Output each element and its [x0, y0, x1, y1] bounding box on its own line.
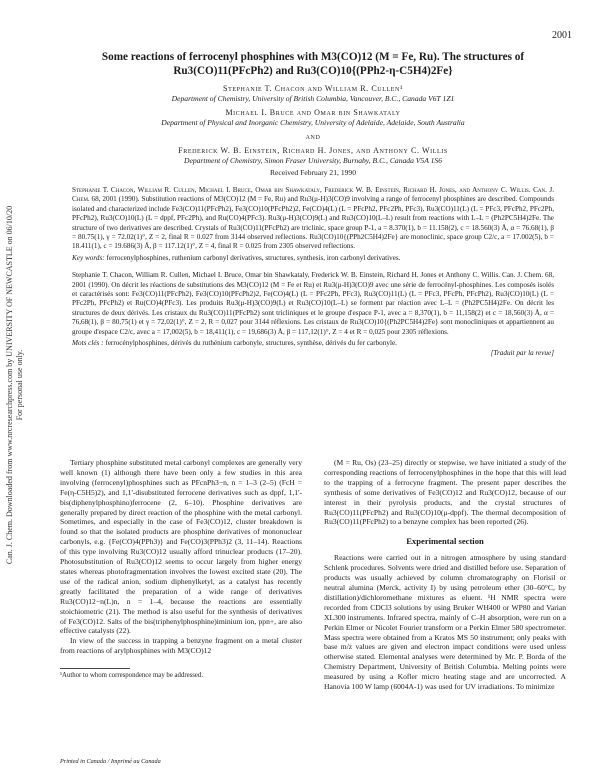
- author-group-3: [60, 132, 566, 142]
- section-heading: Experimental section: [406, 536, 484, 547]
- author-affiliation: Department of Chemistry, Simon Fraser University, Burnaby, B.C., Canada V5A 1S6: [183, 156, 443, 165]
- keywords-label: Key words:: [72, 253, 105, 262]
- author-names: Michael I. Bruce and Omar bin Shawkataly: [225, 108, 401, 117]
- printed-note: Printed in Canada / Imprimé au Canada: [60, 758, 161, 765]
- author-conjunction: and: [305, 132, 321, 141]
- body-paragraph: In view of the success in trapping a benzyne fragment on a metal cluster from reactions of arylphosphines with M3(CO)12: [60, 636, 302, 656]
- abstract: [72, 186, 554, 252]
- left-column: [60, 458, 302, 692]
- footnote: ¹Author to whom correspondence may be addressed.: [60, 672, 204, 680]
- body-paragraph: Tertiary phosphine substituted metal carbonyl complexes are generally very well known (1) although there have been only a few studies in this area involving (ferrocenyl)phosphines such as PFcnPh3−n, n = 1–3 (2–5) (FcH = Fe(η-C5H5)2), and 1,1'-disubstituted ferrocene derivatives such as dppf, 1,1'-bis(diphenylphosphino)ferrocene (2, 6–10). Phosphine derivatives are generally prepared by direct reaction of the phosphine with the metal carbonyl. Sometimes, and especially in the case of Fe3(CO)12, cluster breakdown is found so that the isolated products are phosphine derivatives of mononuclear carbonyls, e.g. {Fe(CO)4(PPh3)} and Fe(CO)3(PPh3)2 (3, 11–14). Reactions of this type involving Ru3(CO)12 usually afford trinuclear products (17–20). Photosubstitution of Ru3(CO)12 seems to occur largely from higher energy states whereas photofragmentation involves the lowest excited state (20). The use of the radical anion, sodium diphenylketyl, as a catalyst has recently greatly facilitated the preparation of a wide range of derivatives Ru3(CO)12−n(L)n, n = 1–4, because the reactions are essentially stoichiometric (21). The method is also useful for the synthesis of derivatives of Fe3(CO)12. Salts of the bis(triphenylphosphine)iminium ion, ppn+, are also effective catalysts (22).: [60, 458, 302, 636]
- sidebar-download-line: Can. J. Chem. Downloaded from www.nrcresearchpress.com by UNIVERSITY OF NEWCASTLE on 06/10/20: [5, 205, 14, 565]
- article-title: Some reactions of ferrocenyl phosphines with M3(CO)12 (M = Fe, Ru). The structures of Ru3(CO)11(PFcPh2) and Ru3(CO)10{(PPh2-η-C5H4)2Fe}: [101, 51, 525, 77]
- keywords: [72, 254, 554, 263]
- author-group-4: [60, 146, 566, 166]
- author-group-2: [60, 108, 566, 128]
- author-names: Stephanie T. Chacon and William R. Cullen¹: [223, 84, 403, 93]
- resume: [72, 271, 554, 337]
- body-paragraph: (M = Ru, Os) (23–25) directly or stepwise, we have initiated a study of the corresponding reactions of ferrocenylphosphines in the hope that this will lead to the trapping of a ferrocyne fragment. The present paper describes the synthesis of some derivatives of Fe3(CO)12 and Ru3(CO)12, because of our interest in their pyrolysis products, and the crystal structures of Ru3(CO)11(PFcPh2) and Ru3(CO)10(μ-dppf). The thermal decomposition of Ru3(CO)11(PFcPh2) to a benzyne complex has been reported (26).: [324, 458, 566, 527]
- body-columns: [60, 458, 566, 692]
- author-affiliation: Department of Physical and Inorganic Chemistry, University of Adelaide, Adelaide, South Australia: [161, 118, 465, 127]
- page-number: 2001: [552, 30, 572, 41]
- mots-cles: [72, 339, 554, 348]
- author-affiliation: Department of Chemistry, University of British Columbia, Vancouver, B.C., Canada V6T 1Z1: [171, 94, 455, 103]
- received-date: Received February 21, 1990: [269, 168, 357, 177]
- sidebar-text: [5, 206, 25, 564]
- right-column: [324, 458, 566, 692]
- abstract-citation: Stephanie T. Chacon, William R. Cullen, Michael I. Bruce, Omar bin Shawkataly, Frederick W. B. Einstein, Richard H. Jones, and Anthony C. Willis. Can. J. Chem. 68, 2001 (1990).: [72, 186, 554, 204]
- body-paragraph: Reactions were carried out in a nitrogen atmosphere by using standard Schlenk procedures. Solvents were dried and distilled before use. Separation of products was usually achieved by column chromatography on Florisil or neutral alumina (Merck, activity I) by using petroleum ether (30–60°C, by distillation)/dichloromethane mixtures as eluent. ¹H NMR spectra were recorded from CDCl3 solutions by using Bruker WH400 or WP80 and Varian XL300 instruments. Infrared spectra, mainly of C–H absorption, were run on a Perkin Elmer or Nicolet Fourier transform or a Perkin Elmer 580 spectrometer. Mass spectra were obtained from a Kratos MS 50 instrument; only peaks with base m/z values are given and electron impact conditions were used unless otherwise stated. Elemental analyses were determined by Mr. P. Borda of the Chemistry Department, University of British Columbia. Melting points were measured by using a Kofler micro heating stage and are uncorrected. A Hanovia 100 W lamp (6004A-1) was used for UV irradiations. To minimize: [324, 553, 566, 692]
- mots-cles-label: Mots clés :: [72, 339, 104, 348]
- sidebar-use-line: For personal use only.: [15, 349, 24, 421]
- footnote-divider: [60, 668, 130, 669]
- resume-text: On décrit les réactions de substitutions des M3(CO)12 (M = Fe et Ru) et Ru3(μ-H)3(CO)9 avec une série de ferrocényl-phosphines. Les composés isolés et caractérisés sont: Fe3(CO)11(PFcPh2), Fe3(CO)10(PFcPh2)2, Fe(CO)4(L) (L = PFc2Ph, PFc3), Ru3(CO)11(L) (L = PFc3, PFcPh, PFcPh2), Ru3(CO)10(L) (L = PFc2Ph, PFcPh2) et Ru(CO)4(PFc3). Les produits Ru3(μ-H)3(CO)9(L) et Ru3(CO)10(L–L) se forment par réaction avec L–L = (Ph2PC5H4)2Fe. On décrit les structures de deux dérivés. Les cristaux du Ru3(CO)11(PFcPh2) sont tricliniques et le groupe d'espace P-1, avec a = 8,370(1), b = 11,158(2) et c = 18,560(3) Å, α = 76,68(1), β = 80,75(1) et γ = 72,02(1)°, Z = 2, R = 0,027 pour 3144 réflexions. Les cristaux de Ru3(CO)10{(Ph2PC5H4)2Fe} sont monocliniques et appartiennent au groupe d'espace C2/c, avec a = 17,002(5), b = 18,411(1), c = 19,686(3) Å, β = 117,12(1)°, Z = 4 et R = 0,025 pour 2305 réflexions.: [72, 280, 555, 336]
- resume-citation: Stephanie T. Chacon, William R. Cullen, Michael I. Bruce, Omar bin Shawkataly, Frederick W. B. Einstein, Richard H. Jones et Anthony C. Willis. Can. J. Chem. 68, 2001 (1990).: [72, 271, 554, 289]
- translation-note: [Traduit par la revue]: [490, 348, 554, 357]
- article-header: [60, 40, 566, 371]
- abstract-text: Substitution reactions of M3(CO)12 (M = Fe, Ru) and Ru3(μ-H)3(CO)9 involving a range of ferrocenyl phosphines are described. Compounds isolated and characterized include Fe3(CO)11(PFcPh2), Fe3(CO)10(PFcPh2)2, Fe(CO)4(L) (L = PFcPh2, PFc2Ph, PFc3), Ru3(CO)11(L) (L = PFc3, PFcPh2, PFc2Ph, PFcPh2), Ru3(CO)10(L) (L = dppf, PFc2Ph), and Ru(CO)4(PFc3). Ru3(μ-H)3(CO)9(L) and Ru3(CO)10(L–L) result from reactions with L–L = (Ph2PC5H4)2Fe. The structure of two derivatives are described. Crystals of Ru3(CO)11(PFcPh2) are triclinic, space group P-1, a = 8.370(1), b = 11.158(2), c = 18.560(3) Å, α = 76.68(1), β = 80.75(1), γ = 72.02(1)°, Z = 2, final R = 0.027 from 3144 observed reflections. Ru3(CO)10{(PPh2C5H4)2Fe} are monoclinic, space group C2/c, a = 17.002(5), b = 18.411(1), c = 19.686(3) Å, β = 117.12(1)°, Z = 4, final R = 0.025 from 2305 observed reflections.: [72, 195, 555, 251]
- keywords-text: ferrocenylphosphines, ruthenium carbonyl derivatives, structures, synthesis, iron carbonyl derivatives.: [106, 253, 401, 262]
- author-names: Frederick W. B. Einstein, Richard H. Jones, and Anthony C. Willis: [178, 146, 448, 155]
- download-sidebar: [0, 150, 30, 620]
- author-group-1: [60, 84, 566, 104]
- mots-cles-text: ferrocénylphosphines, dérivés du ruthénium carbonyle, structures, synthèse, dérivés du fer carbonyle.: [105, 339, 397, 348]
